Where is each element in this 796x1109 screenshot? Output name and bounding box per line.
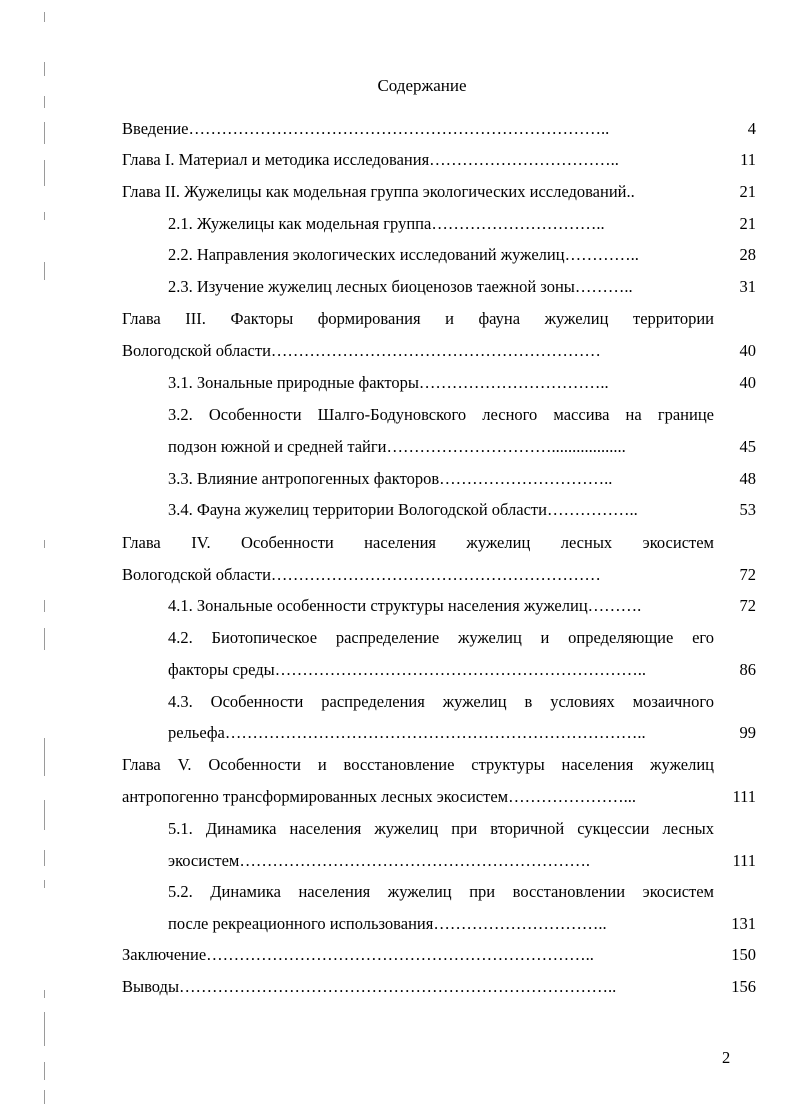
toc-entry-3-4[interactable]: 3.4. Фауна жужелиц территории Вологодской области……………..	[168, 500, 638, 519]
toc-page-5-2: 131	[731, 914, 756, 933]
toc-page-3-1: 40	[739, 373, 756, 392]
toc-entry-chapter-1[interactable]: Глава I. Материал и методика исследования……………………………..	[122, 150, 619, 169]
toc-entry-chapter-5-line-1[interactable]: Глава V. Особенности и восстановление структуры населения жужелиц	[122, 755, 714, 774]
toc-entry-5-1-line-2[interactable]: экосистем……………………………………………………….	[168, 851, 590, 870]
toc-entry-3-3[interactable]: 3.3. Влияние антропогенных факторов…………………………..	[168, 469, 613, 488]
toc-page-4-1: 72	[739, 596, 756, 615]
toc-entry-4-3-line-1[interactable]: 4.3. Особенности распределения жужелиц в условиях мозаичного	[168, 692, 714, 711]
toc-entry-2-1[interactable]: 2.1. Жужелицы как модельная группа…………………………..	[168, 214, 605, 233]
toc-entry-3-2-line-2[interactable]: подзон южной и средней тайги…………………………..................	[168, 437, 626, 456]
toc-entry-4-1[interactable]: 4.1. Зональные особенности структуры населения жужелиц……….	[168, 596, 642, 615]
toc-page-chapter-5: 111	[732, 787, 756, 806]
toc-page-4-3: 99	[739, 723, 756, 742]
toc-entry-4-2-line-2[interactable]: факторы среды…………………………………………………………..	[168, 660, 646, 679]
toc-page-3-4: 53	[739, 500, 756, 519]
toc-entry-5-2-line-2[interactable]: после рекреационного использования…………………………..	[168, 914, 607, 933]
toc-entry-chapter-2[interactable]: Глава II. Жужелицы как модельная группа экологических исследований..	[122, 182, 635, 201]
toc-entry-3-2-line-1[interactable]: 3.2. Особенности Шалго-Бодуновского лесного массива на границе	[168, 405, 714, 424]
toc-page-2-3: 31	[739, 277, 756, 296]
toc-page-2-2: 28	[739, 245, 756, 264]
toc-entry-intro[interactable]: Введение…………………………………………………………………..	[122, 119, 610, 138]
toc-page-3-3: 48	[739, 469, 756, 488]
toc-page-4-2: 86	[739, 660, 756, 679]
toc-page-chapter-3: 40	[739, 341, 756, 360]
toc-entry-conclusion[interactable]: Заключение……………………………………………………………..	[122, 945, 594, 964]
toc-page-intro: 4	[747, 119, 756, 138]
toc-entry-chapter-5-line-2[interactable]: антропогенно трансформированных лесных экосистем…………………...	[122, 787, 636, 806]
toc-entry-2-2[interactable]: 2.2. Направления экологических исследований жужелиц…………..	[168, 245, 639, 264]
toc-page-5-1: 111	[732, 851, 756, 870]
toc-page-chapter-4: 72	[739, 565, 756, 584]
toc-entry-2-3[interactable]: 2.3. Изучение жужелиц лесных биоценозов таежной зоны………..	[168, 277, 633, 296]
toc-entry-chapter-3-line-1[interactable]: Глава III. Факторы формирования и фауна жужелиц территории	[122, 309, 714, 328]
toc-page-findings: 156	[731, 977, 756, 996]
toc-entry-chapter-3-line-2[interactable]: Вологодской области……………………………………………………	[122, 341, 601, 360]
toc-page-2-1: 21	[739, 214, 756, 233]
toc-entry-chapter-4-line-1[interactable]: Глава IV. Особенности населения жужелиц лесных экосистем	[122, 533, 714, 552]
toc-entry-4-3-line-2[interactable]: рельефа…………………………………………………………………..	[168, 723, 646, 742]
toc-page-conclusion: 150	[731, 945, 756, 964]
toc-entry-5-1-line-1[interactable]: 5.1. Динамика населения жужелиц при вторичной сукцессии лесных	[168, 819, 714, 838]
toc-title: Содержание	[377, 76, 467, 95]
scan-margin-marks	[44, 0, 46, 1109]
toc-entry-4-2-line-1[interactable]: 4.2. Биотопическое распределение жужелиц и определяющие его	[168, 628, 714, 647]
toc-page-3-2: 45	[739, 437, 756, 456]
toc-page-chapter-1: 11	[740, 150, 756, 169]
toc-entry-chapter-4-line-2[interactable]: Вологодской области……………………………………………………	[122, 565, 601, 584]
toc-entry-findings[interactable]: Выводы……………………………………………………………………..	[122, 977, 617, 996]
toc-page-chapter-2: 21	[739, 182, 756, 201]
page-number: 2	[722, 1048, 731, 1067]
toc-entry-5-2-line-1[interactable]: 5.2. Динамика населения жужелиц при восстановлении экосистем	[168, 882, 714, 901]
toc-entry-3-1[interactable]: 3.1. Зональные природные факторы……………………………..	[168, 373, 609, 392]
